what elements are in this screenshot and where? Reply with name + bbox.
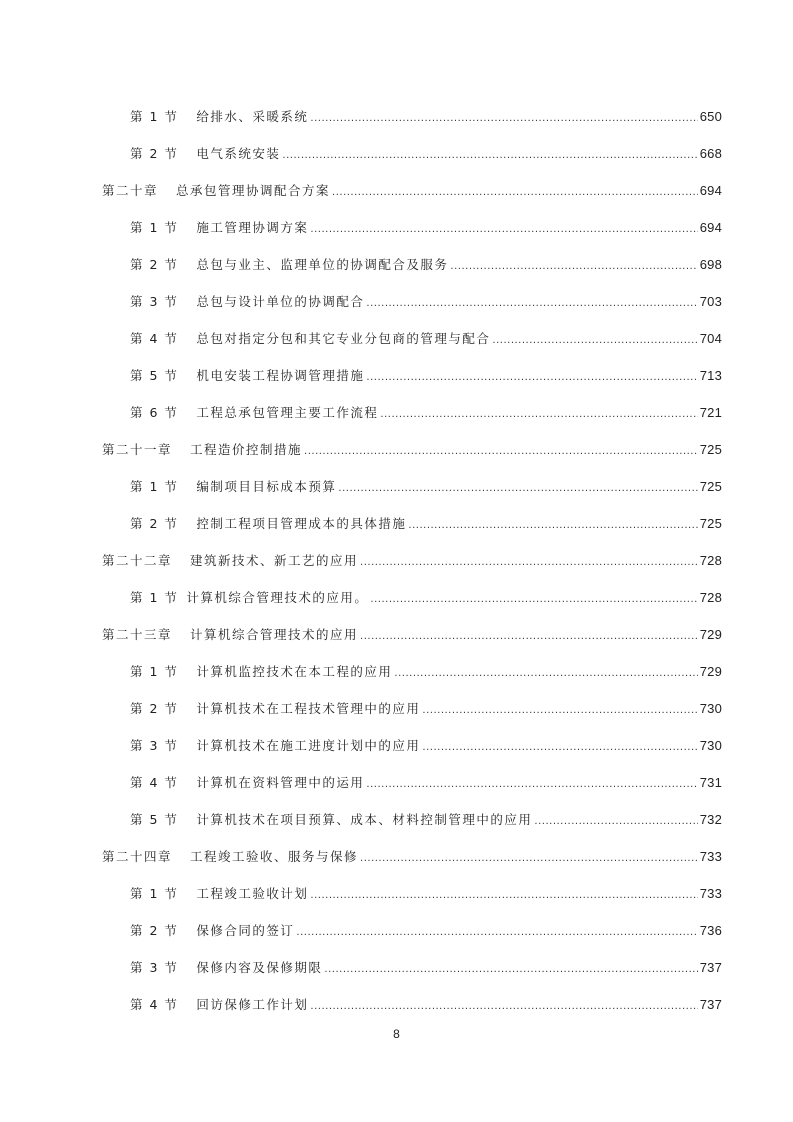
leader-dots (360, 849, 698, 869)
toc-entry-label: 第 1 节 (130, 479, 179, 494)
toc-entry-title: 计算机技术在工程技术管理中的应用 (196, 701, 421, 716)
toc-entry-page: 733 (699, 886, 722, 901)
toc-entry-page: 728 (699, 590, 722, 605)
leader-dots (332, 183, 698, 203)
toc-entry-page: 694 (699, 183, 722, 198)
toc-entry-title: 施工管理协调方案 (196, 220, 309, 235)
leader-dots (394, 664, 697, 684)
toc-entry[interactable] (130, 884, 722, 904)
toc-entry-label: 第 5 节 (130, 812, 179, 827)
leader-dots (310, 886, 697, 906)
leader-dots (296, 923, 697, 943)
toc-entry-label: 第 1 节 (130, 664, 179, 679)
toc-entry[interactable] (130, 514, 722, 534)
leader-dots (370, 590, 697, 610)
toc-entry-title: 控制工程项目管理成本的具体措施 (196, 516, 407, 531)
page-number: 8 (393, 1027, 400, 1041)
toc-entry-label: 第 3 节 (130, 960, 179, 975)
toc-entry-label: 第二十四章 (102, 849, 173, 864)
leader-dots (282, 146, 697, 166)
toc-entry-page: 650 (699, 109, 722, 124)
toc-entry-page: 736 (699, 923, 722, 938)
toc-entry[interactable] (102, 847, 722, 867)
toc-entry-page: 729 (699, 664, 722, 679)
toc-entry-label: 第 3 节 (130, 294, 179, 309)
toc-entry-page: 725 (699, 442, 722, 457)
toc-entry-label: 第 2 节 (130, 516, 179, 531)
toc-entry[interactable] (130, 107, 722, 127)
toc-entry-title: 总包对指定分包和其它专业分包商的管理与配合 (196, 331, 491, 346)
toc-entry-page: 713 (699, 368, 722, 383)
toc-entry-title: 工程竣工验收计划 (196, 886, 309, 901)
toc-entry-label: 第二十章 (102, 183, 159, 198)
toc-entry-label: 第 3 节 (130, 738, 179, 753)
toc-entry-page: 721 (699, 405, 722, 420)
toc-entry[interactable] (130, 477, 722, 497)
leader-dots (422, 738, 697, 758)
leader-dots (310, 109, 697, 129)
toc-entry[interactable] (130, 773, 722, 793)
toc-entry[interactable] (130, 662, 722, 682)
toc-entry-title: 总包与业主、监理单位的协调配合及服务 (196, 257, 449, 272)
toc-entry-title: 回访保修工作计划 (196, 997, 309, 1012)
toc-entry-label: 第 4 节 (130, 775, 179, 790)
leader-dots (366, 294, 697, 314)
toc-entry-title: 计算机综合管理技术的应用。 (186, 590, 369, 605)
toc-entry-title: 保修内容及保修期限 (196, 960, 323, 975)
leader-dots (380, 405, 697, 425)
toc-entry-title: 机电安装工程协调管理措施 (196, 368, 365, 383)
toc-entry-page: 698 (699, 257, 722, 272)
toc-entry-title: 电气系统安装 (196, 146, 281, 161)
toc-entry-page: 730 (699, 738, 722, 753)
toc-entry-title: 编制项目目标成本预算 (196, 479, 337, 494)
toc-entry-page: 737 (699, 997, 722, 1012)
toc-entry-title: 总包与设计单位的协调配合 (196, 294, 365, 309)
leader-dots (366, 368, 697, 388)
toc-entry-label: 第 2 节 (130, 146, 179, 161)
toc-entry-label: 第二十二章 (102, 553, 173, 568)
leader-dots (310, 997, 697, 1017)
leader-dots (304, 442, 698, 462)
toc-entry[interactable] (130, 329, 722, 349)
toc-entry-title: 工程竣工验收、服务与保修 (190, 849, 359, 864)
toc-entry-label: 第 1 节 (130, 886, 179, 901)
leader-dots (492, 331, 697, 351)
toc-entry-page: 725 (699, 479, 722, 494)
toc-entry-page: 728 (699, 553, 722, 568)
leader-dots (310, 220, 697, 240)
toc-entry[interactable] (130, 921, 722, 941)
toc-entry-title: 计算机在资料管理中的运用 (196, 775, 365, 790)
toc-entry[interactable] (130, 366, 722, 386)
toc-entry[interactable] (130, 588, 722, 608)
leader-dots (360, 627, 698, 647)
toc-entry-label: 第 1 节 (130, 220, 179, 235)
leader-dots (360, 553, 698, 573)
toc-entry[interactable] (130, 810, 722, 830)
toc-entry-label: 第 2 节 (130, 257, 179, 272)
toc-entry-title: 计算机监控技术在本工程的应用 (196, 664, 393, 679)
toc-entry[interactable] (130, 699, 722, 719)
toc-entry-label: 第 1 节 (130, 590, 179, 605)
toc-entry-page: 725 (699, 516, 722, 531)
toc-entry-title: 工程总承包管理主要工作流程 (196, 405, 379, 420)
toc-entry-label: 第 4 节 (130, 997, 179, 1012)
leader-dots (324, 960, 697, 980)
leader-dots (408, 516, 697, 536)
leader-dots (366, 775, 697, 795)
toc-entry-page: 694 (699, 220, 722, 235)
toc-entry[interactable] (130, 144, 722, 164)
toc-entry[interactable] (130, 403, 722, 423)
leader-dots (534, 812, 697, 832)
toc-entry-page: 733 (699, 849, 722, 864)
leader-dots (338, 479, 697, 499)
toc-entry-page: 729 (699, 627, 722, 642)
toc-entry[interactable] (102, 440, 722, 460)
toc-entry-page: 737 (699, 960, 722, 975)
toc-entry-label: 第 1 节 (130, 109, 179, 124)
toc-entry-label: 第 2 节 (130, 923, 179, 938)
toc-entry-page: 704 (699, 331, 722, 346)
toc-entry-page: 732 (699, 812, 722, 827)
toc-entry[interactable] (130, 292, 722, 312)
toc-entry[interactable] (102, 181, 722, 201)
toc-entry-label: 第二十一章 (102, 442, 173, 457)
toc-entry-title: 建筑新技术、新工艺的应用 (190, 553, 359, 568)
toc-entry[interactable] (102, 551, 722, 571)
toc-entry-page: 703 (699, 294, 722, 309)
toc-entry-title: 计算机综合管理技术的应用 (190, 627, 359, 642)
toc-entry-title: 总承包管理协调配合方案 (176, 183, 331, 198)
toc-entry-title: 工程造价控制措施 (190, 442, 303, 457)
toc-entry-title: 计算机技术在项目预算、成本、材料控制管理中的应用 (196, 812, 533, 827)
toc-entry[interactable] (130, 736, 722, 756)
toc-entry-label: 第 4 节 (130, 331, 179, 346)
leader-dots (450, 257, 697, 277)
toc-entry[interactable] (130, 218, 722, 238)
toc-entry-title: 给排水、采暖系统 (196, 109, 309, 124)
toc-entry-label: 第 6 节 (130, 405, 179, 420)
toc-entry-label: 第 2 节 (130, 701, 179, 716)
toc-entry[interactable] (102, 625, 722, 645)
toc-entry-label: 第 5 节 (130, 368, 179, 383)
toc-entry-page: 730 (699, 701, 722, 716)
toc-entry[interactable] (130, 255, 722, 275)
toc-entry-page: 731 (699, 775, 722, 790)
toc-entry-page: 668 (699, 146, 722, 161)
toc-entry[interactable] (130, 958, 722, 978)
leader-dots (422, 701, 697, 721)
toc-entry-title: 保修合同的签订 (196, 923, 295, 938)
toc-entry[interactable] (130, 995, 722, 1015)
toc-entry-title: 计算机技术在施工进度计划中的应用 (196, 738, 421, 753)
toc-entry-label: 第二十三章 (102, 627, 173, 642)
